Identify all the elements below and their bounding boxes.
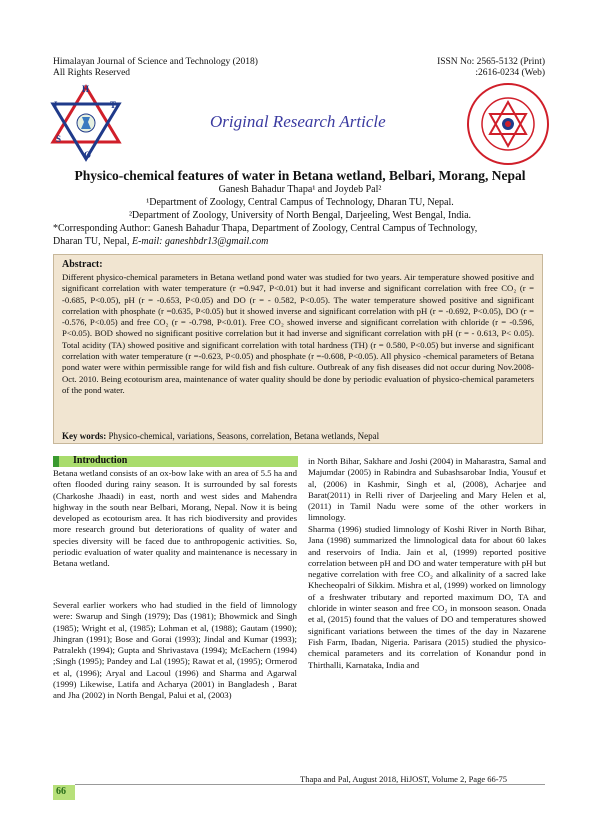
institute-seal bbox=[466, 82, 550, 166]
issn-web: :2616-0234 (Web) bbox=[475, 68, 545, 78]
section-heading-introduction bbox=[53, 456, 298, 467]
keywords-label: Key words: bbox=[62, 431, 107, 441]
logo-letter-h: H bbox=[82, 84, 90, 94]
article-type: Original Research Article bbox=[210, 112, 386, 131]
corresponding-email[interactable]: E-mail: ganeshbdr13@gmail.com bbox=[131, 236, 269, 247]
affiliation-2: ²Department of Zoology, University of North Bengal, Darjeeling, West Bengal, India. bbox=[128, 210, 472, 221]
keywords-text: Physico-chemical, variations, Seasons, correlation, Betana wetlands, Nepal bbox=[106, 431, 380, 441]
intro-right-paragraph-2: Sharma (1996) studied limnology of Koshi River in North Bihar, Jana (1998) summarized the limnological data for about 60 lakes and reservoirs of India. Jain et al, (1999) reported positive correlation between pH and DO and water temperature with pH but negative correlation with free CO₂ and alkalinity of a sacred lake Khecheopalri of Sikkim. Mishra et al, (1999) worked on limnology of a freshwater tributary and reported maximum DO, TA and chloride in winter season and free CO₂ in monsoon season. Onada et al, (2015) found that the values of DO and temperatures showed significant variations between the times of the day in Nazarene Fish Farm, Ibadan, Nigeria. Parisara (2015) studied the physico-chemical parameters and its correlation of Konandur pond in Thirthalli, Karnataka, India and bbox=[308, 524, 546, 670]
section-title: Introduction bbox=[73, 455, 128, 466]
rights-text: All Rights Reserved bbox=[53, 68, 131, 78]
intro-left-paragraph-1: Betana wetland consists of an ox-bow lake with an area of 5.5 ha and often flooded during rainy season. It is surrounded by sal forests (Charkoshe Jhaadi) in east, north and west sides and Mahendra highway in the south near Belbari, Morang, Nepal. Now it is being developed as ecotourism area. It has rich biodiversity and provides more research ground but deteriorations of quality of water and species diversity will be faced due to anthropogenic activities. So, periodic evaluation of water quality and maintenance is necessary in Betana wetland. bbox=[53, 468, 297, 569]
logo-letter-o: O bbox=[84, 150, 92, 160]
issn-print: ISSN No: 2565-5132 (Print) bbox=[437, 57, 545, 67]
footer-citation: Thapa and Pal, August 2018, HiJOST, Volume 2, Page 66-75 bbox=[300, 774, 508, 784]
keywords bbox=[62, 431, 532, 441]
journal-name: Himalayan Journal of Science and Technology (2018) bbox=[53, 57, 258, 67]
page-number: 66 bbox=[56, 786, 66, 797]
abstract-text: Different physico-chemical parameters in Betana wetland pond water was studied for two years. Air temperature showed positive and significant correlation with water temperature (r =0.947, P<0.01) but it had inverse and significant correlation with free CO₂ (r = -0.685, P<0.05), pH (r = -0.653, P<0.05) and DO (r = - 0.582, P<0.05). The water temperature showed positive and significant correlation with phosphate (r =0.635, P<0.05) but it showed inverse and significant correlation with pH (r = -0.692, P<0.05), DO (r = -0.576, P<0.05) and free CO₂ (r = -0.798, P<0.01). Free CO₂ showed inverse and significant correlation with chloride (r = -0.596, P<0.05). BOD showed no significant positive correlation but it had inverse and significant correlation with pH (r = - 0.613, P< 0.05). Total acidity (TA) showed positive and significant correlation with total hardness (TH) (r = 0.580, P<0.05) but inverse and significant correlation with water temperature (r =-0.623, P<0.05) and phosphate (r =-0.608, P<0.05). All physico -chemical parameters of Betana pond water were within permissible range for wild fish and fish culture. Outbreak of any fish diseases did not occur during Nov.2008-Oct. 2010. Being ecotourism area, maintenance of water quality should be done by periodic evaluation of physico-chemical parameters of the pond water. bbox=[62, 272, 534, 395]
section-accent bbox=[53, 456, 59, 467]
logo-letter-i: I bbox=[54, 100, 58, 110]
corresponding-line-2: Dharan TU, Nepal, E-mail: ganeshbdr13@gmail.com bbox=[53, 236, 269, 247]
logo-letter-s: S bbox=[56, 134, 62, 144]
intro-left-paragraph-2: Several earlier workers who had studied in the field of limnology were: Swarup and Singh (1979); Das (1981); Bhowmick and Singh (1985); Wright et al, (1985); Lohman et al, (1988); Gautam (1990); Jhingran (1991); Bose and Gorai (1993); Jindal and Kumar (1993); Patralekh (1994); Gupta and Shrivastava (1994); McEachern (1994) ;Singh (1995); Pandey and Lal (1995); Rawat et al, (1995); Ormerod et al, (1996); Aryal and Lacoul (1996) and Sharma and Agarwal (1999) Likewise, Latifa and Acharya (2001) in Bangladesh , Barat and Jha (2002) in North Bengal, Palui et al, (2003) bbox=[53, 600, 297, 701]
logo-letter-t-right: T bbox=[110, 100, 117, 110]
authors: Ganesh Bahadur Thapa¹ and Joydeb Pal² bbox=[218, 184, 382, 195]
affiliation-1: ¹Department of Zoology, Central Campus of Technology, Dharan TU, Nepal. bbox=[146, 197, 454, 208]
abstract-heading: Abstract: bbox=[62, 259, 103, 270]
corresponding-line-1: *Corresponding Author: Ganesh Bahadur Thapa, Department of Zoology, Central Campus of Technology, bbox=[53, 223, 478, 234]
paper-title: Physico-chemical features of water in Betana wetland, Belbari, Morang, Nepal bbox=[74, 168, 526, 183]
footer-rule bbox=[75, 784, 545, 785]
intro-right-paragraph-1: in North Bihar, Sakhare and Joshi (2004) in Maharastra, Samal and Majumdar (2005) in Rabindra and Subashsarobar India, Yousuf et al, (2006) in Kashmir, Singh et al, (2008), Acharjee and Barat(2011) in Relli river of Darjeeling and Mary Helen et al, (2011) in Tamil Nadu were some of the other workers in limnology. bbox=[308, 456, 546, 523]
